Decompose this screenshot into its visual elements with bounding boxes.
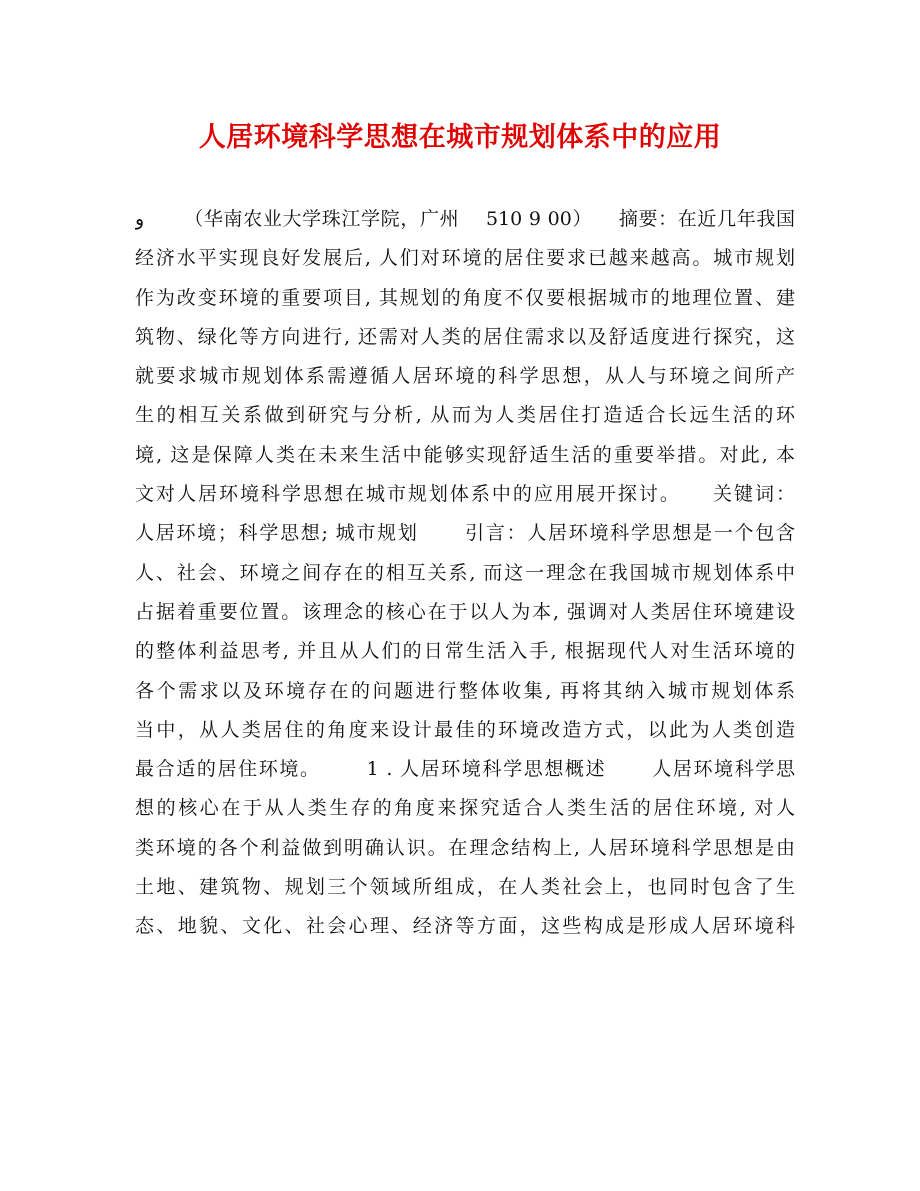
body-line: 当中，从人类居住的角度来设计最佳的环境改造方式，以此为人类创造 — [135, 718, 795, 741]
body-line: 土地、建筑物、规划三个领域所组成，在人类社会上，也同时包含了生 — [135, 876, 795, 899]
body-line: 人居环境；科学思想; 城市规划 引言：人居环境科学思想是一个包含 — [135, 522, 795, 545]
body-line: 经济水平实现良好发展后, 人们对环境的居住要求已越来越高。城市规划 — [135, 247, 795, 270]
body-line: 最合适的居住环境。 1 . 人居环境科学思想概述 人居环境科学思 — [135, 758, 795, 781]
body-line: 筑物、绿化等方向进行, 还需对人类的居住需求以及舒适度进行探究，这 — [135, 325, 795, 348]
body-line: 类环境的各个利益做到明确认识。在理念结构上, 人居环境科学思想是由 — [135, 836, 795, 859]
body-line: 人、社会、环境之间存在的相互关系, 而这一理念在我国城市规划体系中 — [135, 561, 795, 584]
body-line: 想的核心在于从人类生存的角度来探究适合人类生活的居住环境, 对人 — [135, 797, 795, 820]
body-line: 态、地貌、文化、社会心理、经济等方面，这些构成是形成人居环境科 — [135, 915, 795, 938]
body-line: و （华南农业大学珠江学院，广州 510 9 00） 摘要：在近几年我国 — [135, 208, 795, 230]
body-line: 生的相互关系做到研究与分析, 从而为人类居住打造适合长远生活的环 — [135, 404, 795, 427]
body-line: 就要求城市规划体系需遵循人居环境的科学思想，从人与环境之间所产 — [135, 365, 795, 388]
body-line: 各个需求以及环境存在的问题进行整体收集, 再将其纳入城市规划体系 — [135, 679, 795, 702]
document-title: 人居环境科学思想在城市规划体系中的应用 — [198, 122, 722, 153]
body-line: 文对人居环境科学思想在城市规划体系中的应用展开探讨。 关键词： — [135, 483, 795, 506]
document-body — [135, 200, 795, 947]
body-line: 作为改变环境的重要项目, 其规划的角度不仅要根据城市的地理位置、建 — [135, 286, 795, 309]
body-line: 境, 这是保障人类在未来生活中能够实现舒适生活的重要举措。对此, 本 — [135, 443, 795, 466]
body-line: 占据着重要位置。该理念的核心在于以人为本, 强调对人类居住环境建设 — [135, 600, 795, 623]
body-line: 的整体利益思考, 并且从人们的日常生活入手, 根据现代人对生活环境的 — [135, 640, 795, 663]
